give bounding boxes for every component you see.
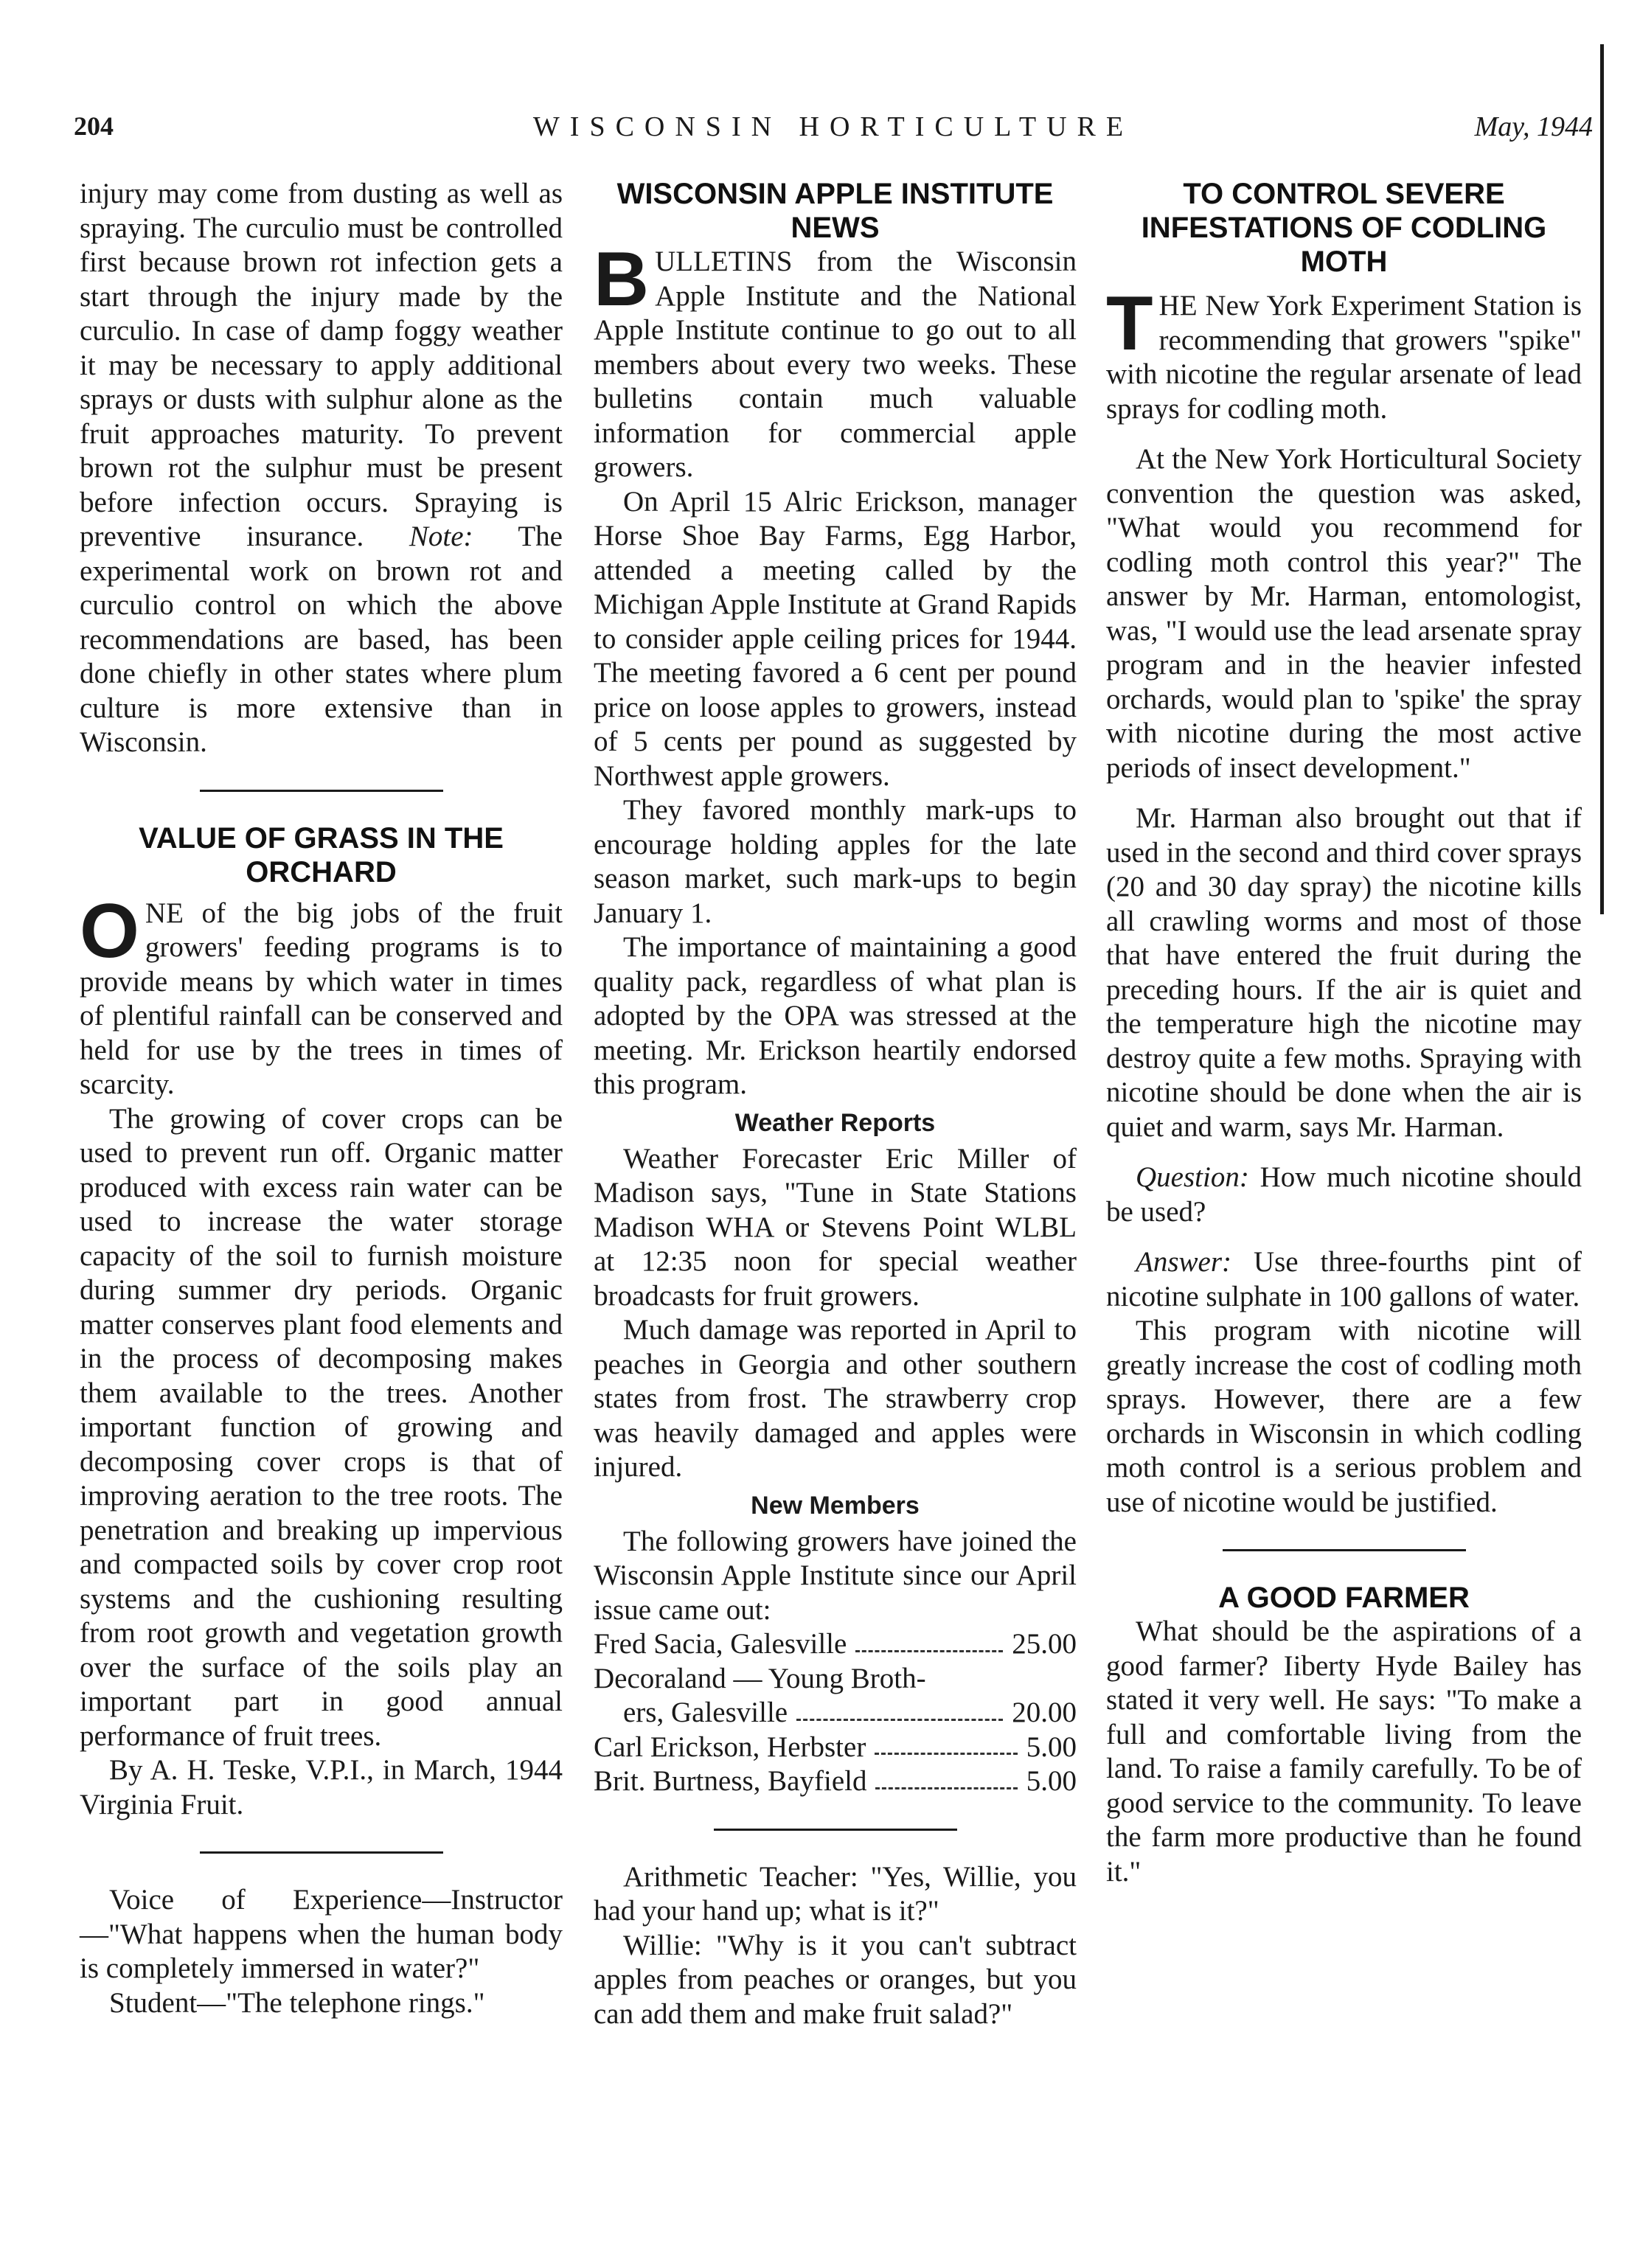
convention-paragraph: At the New York Horticultural Society convention the question was asked, "What would you recommend for codling moth control this year?" The answer by Mr. Harman, entomologist, was, "I would use the lead arsenate spray program and in the heavier infested orchards, would plan to 'spike' the spray with nicotine during the most active periods of insect development." (1106, 443, 1582, 784)
note-label: Note: (409, 521, 473, 552)
weather-paragraph-2: Much damage was reported in April to peaches in Georgia and other southern states from frost. The strawberry crop was heavily damaged and apples were injured. (594, 1314, 1077, 1483)
member-row: Fred Sacia, Galesville 25.00 (594, 1628, 1077, 1660)
voice-joke-question: Voice of Experience—Instructor —"What happens when the human body is completely immersed in water?" (80, 1884, 563, 1984)
good-farmer-paragraph: What should be the aspirations of a good farmer? Iiberty Hyde Bailey has stated it very well. He says: "To make a full and comfortable living from the land. To raise a family carefully. To be of good service to the community. To leave the farm more productive than he found it." (1106, 1615, 1582, 1888)
weather-paragraph-1: Weather Forecaster Eric Miller of Madison says, "Tune in State Stations Madison WHA or Stevens Point WLBL at 12:35 noon for special weather broadcasts for fruit growers. (594, 1142, 1077, 1312)
question-paragraph: Question: How much nicotine should be used? (1106, 1161, 1582, 1228)
journal-title: WISCONSIN HORTICULTURE (532, 111, 1134, 142)
new-members-heading: New Members (751, 1491, 920, 1520)
harman-paragraph: Mr. Harman also brought out that if used in the second and third cover sprays (20 and 30 day spray) the nicotine kills all crawling worms and most of those that have entered the fruit during the preceding hours. If the air is quiet and the temperature high the nicotine may destroy quite a few moths. Spraying with nicotine should be done when the air is quiet and warm, says Mr. Harman. (1106, 802, 1582, 1143)
dropcap-o: O (80, 888, 139, 974)
curculio-paragraph: injury may come from dusting as well as spraying. The curculio must be controlled first because brown rot infection gets a start through the injury made by the curculio. In case of damp foggy weather it may be necessary to apply additional sprays or dusts with sulphur alone as the fruit approaches maturity. To prevent brown rot the sulphur must be present before infection occurs. Spraying is preventive insurance. Note: The experimental work on brown rot and curculio control on which the above recommendations are based, has been done chiefly in other states where plum culture is more extensive than in Wisconsin. (80, 178, 563, 758)
good-farmer-heading: A GOOD FARMER (1218, 1582, 1470, 1614)
new-members-intro: The following growers have joined the Wisconsin Apple Institute since our April issue came out: (594, 1525, 1077, 1626)
member-row: Carl Erickson, Herbster 5.00 (594, 1730, 1077, 1763)
member-row: Decoraland — Young Broth- ers, Galesville 20.00 (594, 1662, 1077, 1728)
dropcap-b: B (594, 237, 650, 322)
issue-date: May, 1944 (1474, 111, 1593, 142)
section-divider (200, 1851, 443, 1854)
codling-moth-heading: TO CONTROL SEVERE INFESTATIONS OF CODLING MOTH (1141, 178, 1547, 278)
section-divider (1223, 1549, 1466, 1551)
column-right (1106, 177, 1582, 1889)
markups-paragraph: They favored monthly mark-ups to encourage holding apples for the late season market, such mark-ups to begin January 1. (594, 794, 1077, 929)
grass-paragraph-2: The growing of cover crops can be used to prevent run off. Organic matter produced with excess rain water can be used to increase the water storage capacity of the soil to furnish moisture during summer dry periods. Organic matter conserves plant food elements and in the process of decomposing makes them available to the trees. Another important function of growing and decomposing cover crops is that of improving aeration to the tree roots. The penetration and breaking up impervious and compacted soils by cover crop root systems and the cushioning resulting from root growth and vegetation growth over the surface of the soils play an important part in good annual performance of fruit trees. (80, 1102, 563, 1752)
column-left (80, 177, 563, 2020)
grass-heading: VALUE OF GRASS IN THE ORCHARD (139, 821, 504, 888)
arithmetic-joke-answer: Willie: "Why is it you can't subtract apples from peaches or oranges, but you can add them and make fruit salad?" (594, 1929, 1077, 2030)
cost-paragraph: This program with nicotine will greatly increase the cost of codling moth sprays. However, there are a few orchards in Wisconsin in which codling moth control is a serious problem and use of nicotine would be justified. (1106, 1315, 1582, 1518)
member-row: Brit. Burtness, Bayfield 5.00 (594, 1765, 1077, 1797)
bulletins-paragraph: BULLETINS from the Wisconsin Apple Institute and the National Apple Institute continue to go out to all members about every two weeks. These bulletins contain much valuable information for commercial apple growers. (594, 237, 1077, 483)
voice-joke-answer: Student—"The telephone rings." (109, 1986, 485, 2019)
section-divider (200, 790, 443, 792)
weather-reports-heading: Weather Reports (734, 1108, 936, 1137)
erickson-meeting-paragraph: On April 15 Alric Erickson, manager Horse Shoe Bay Farms, Egg Harbor, attended a meeting called by the Michigan Apple Institute at Grand Rapids to consider apple ceiling prices for 1944. The meeting favored a 6 cent per pound price on loose apples to growers, instead of 5 cents per pound as suggested by Northwest apple growers. (594, 485, 1077, 792)
page-number: 204 (74, 111, 114, 141)
grass-byline: By A. H. Teske, V.P.I., in March, 1944 Virginia Fruit. (80, 1754, 563, 1820)
arithmetic-joke-question: Arithmetic Teacher: "Yes, Willie, you had your hand up; what is it?" (594, 1860, 1077, 1927)
column-middle (594, 177, 1077, 2031)
dropcap-t: T (1106, 281, 1153, 366)
answer-paragraph: Answer: Use three-fourths pint of nicotine sulphate in 100 gallons of water. (1106, 1246, 1582, 1312)
page-edge-rule (1600, 44, 1604, 914)
grass-paragraph-1: ONE of the big jobs of the fruit growers' feeding programs is to provide means by which water in times of plentiful rainfall can be conserved and held for use by the trees in times of scarcity. (80, 888, 563, 1100)
apple-institute-heading: WISCONSIN APPLE INSTITUTE NEWS (616, 178, 1054, 244)
page-header (74, 111, 1593, 155)
section-divider (714, 1829, 957, 1831)
quality-pack-paragraph: The importance of maintaining a good quality pack, regardless of what plan is adopted by the OPA was stressed at the meeting. Mr. Erickson heartily endorsed this program. (594, 931, 1077, 1100)
ny-station-paragraph: THE New York Experiment Station is recommending that growers "spike" with nicotine the regular arsenate of lead sprays for codling moth. (1106, 281, 1582, 425)
